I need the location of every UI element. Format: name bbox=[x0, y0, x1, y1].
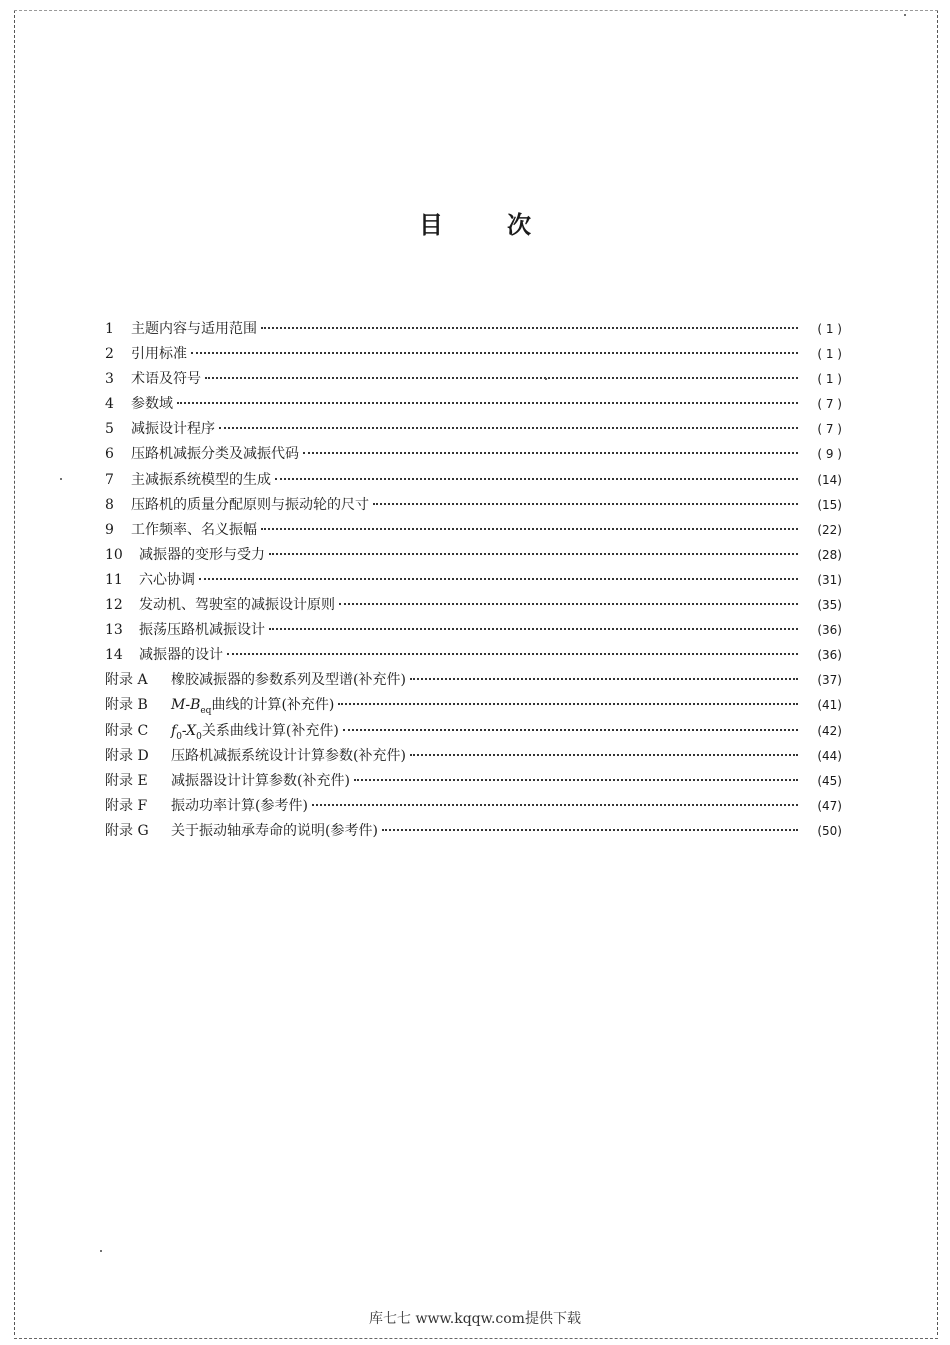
scan-speck bbox=[545, 378, 547, 380]
toc-page: (35) bbox=[817, 598, 842, 613]
dot-leader bbox=[275, 478, 798, 480]
toc-label: 引用标准 bbox=[131, 346, 187, 363]
toc-entry[interactable] bbox=[105, 594, 842, 619]
toc-number: 11 bbox=[105, 571, 123, 588]
toc-label-text: 曲线的计算(补充件) bbox=[211, 697, 335, 714]
toc-label: 压路机减振系统设计计算参数(补充件) bbox=[171, 747, 406, 764]
toc-entry[interactable] bbox=[105, 644, 842, 669]
toc-label bbox=[171, 694, 334, 716]
toc-label: 减振器设计计算参数(补充件) bbox=[171, 772, 350, 789]
toc-label: 工作频率、名义振幅 bbox=[131, 521, 257, 538]
toc-number: 附录 B bbox=[105, 697, 148, 714]
toc-number: 附录 D bbox=[105, 747, 149, 764]
toc-page: (36) bbox=[817, 623, 842, 638]
toc-label: 减振设计程序 bbox=[131, 421, 215, 438]
toc-page: ( 1 ) bbox=[817, 347, 842, 362]
toc-label: 关于振动轴承寿命的说明(参考件) bbox=[171, 822, 378, 839]
toc-entry[interactable] bbox=[105, 770, 842, 795]
dot-leader bbox=[343, 729, 798, 731]
toc-page: (41) bbox=[817, 698, 842, 713]
toc-label: 六心协调 bbox=[139, 571, 195, 588]
dot-leader bbox=[205, 377, 798, 379]
toc-number: 12 bbox=[105, 597, 123, 614]
dot-leader bbox=[261, 528, 798, 530]
toc-entry[interactable] bbox=[105, 820, 842, 845]
dot-leader bbox=[339, 603, 798, 605]
toc-number: 5 bbox=[105, 421, 114, 438]
formula-subscript: 0 bbox=[196, 731, 202, 742]
dot-leader bbox=[227, 653, 798, 655]
formula-f: f bbox=[171, 722, 177, 739]
toc-page: (37) bbox=[817, 673, 842, 688]
toc-label: 减振器的设计 bbox=[139, 647, 223, 664]
toc-page: (50) bbox=[817, 823, 842, 838]
dot-leader bbox=[269, 628, 798, 630]
scan-speck bbox=[100, 1250, 102, 1252]
toc-number: 9 bbox=[105, 521, 114, 538]
toc-entry[interactable] bbox=[105, 494, 842, 519]
toc-number: 3 bbox=[105, 371, 114, 388]
toc-entry[interactable] bbox=[105, 745, 842, 770]
toc-page: (22) bbox=[817, 522, 842, 537]
dot-leader bbox=[303, 452, 798, 454]
toc-number: 附录 C bbox=[105, 722, 149, 739]
toc-page: ( 7 ) bbox=[817, 397, 842, 412]
toc-entry[interactable] bbox=[105, 569, 842, 594]
toc-label-text: 关系曲线计算(补充件) bbox=[201, 722, 339, 739]
title-char-1: 目 bbox=[419, 211, 443, 239]
toc-number: 10 bbox=[105, 546, 123, 563]
dot-leader bbox=[410, 678, 798, 680]
toc-page: ( 1 ) bbox=[817, 372, 842, 387]
toc-entry[interactable] bbox=[105, 443, 842, 468]
toc-entry[interactable] bbox=[105, 469, 842, 494]
dot-leader bbox=[382, 829, 798, 831]
scan-edge-bottom bbox=[14, 1338, 938, 1339]
toc-number: 附录 G bbox=[105, 822, 149, 839]
dot-leader bbox=[177, 402, 798, 404]
toc-number: 4 bbox=[105, 396, 114, 413]
dot-leader bbox=[269, 553, 798, 555]
toc-label bbox=[171, 720, 339, 742]
toc-page: ( 1 ) bbox=[817, 322, 842, 336]
toc-page: (31) bbox=[817, 572, 842, 587]
scan-edge-top bbox=[14, 10, 938, 11]
toc-page: (45) bbox=[817, 773, 842, 788]
toc-label: 术语及符号 bbox=[131, 371, 201, 388]
toc-entry[interactable] bbox=[105, 368, 842, 393]
toc-entry[interactable] bbox=[105, 795, 842, 820]
toc-page: (36) bbox=[817, 648, 842, 663]
toc-label: 压路机的质量分配原则与振动轮的尺寸 bbox=[131, 496, 369, 513]
footer-watermark: 库七七 www.kqqw.com提供下载 bbox=[369, 1311, 581, 1327]
toc-label: 压路机减振分类及减振代码 bbox=[131, 446, 299, 463]
scan-speck bbox=[904, 14, 906, 16]
dot-leader bbox=[410, 754, 798, 756]
toc-number: 7 bbox=[105, 471, 114, 488]
toc-entry[interactable] bbox=[105, 318, 842, 343]
toc-page: (14) bbox=[817, 472, 842, 487]
toc-label: 主减振系统模型的生成 bbox=[131, 471, 271, 488]
dot-leader bbox=[354, 779, 798, 781]
title-char-2: 次 bbox=[507, 211, 531, 239]
toc-entry[interactable] bbox=[105, 418, 842, 443]
toc-entry[interactable] bbox=[105, 720, 842, 745]
formula-subscript: 0 bbox=[176, 731, 182, 742]
toc-page: (28) bbox=[817, 547, 842, 562]
toc-number: 6 bbox=[105, 446, 114, 463]
toc-page: (47) bbox=[817, 798, 842, 813]
dot-leader bbox=[338, 703, 798, 705]
toc-number: 14 bbox=[105, 647, 123, 664]
toc-entry[interactable] bbox=[105, 343, 842, 368]
dot-leader bbox=[191, 352, 798, 354]
toc-label: 主题内容与适用范围 bbox=[131, 321, 257, 337]
toc-page: (15) bbox=[817, 497, 842, 512]
toc-label: 振荡压路机减振设计 bbox=[139, 622, 265, 639]
dot-leader bbox=[219, 427, 798, 429]
toc-label: 发动机、驾驶室的减振设计原则 bbox=[139, 597, 335, 614]
toc-number: 附录 E bbox=[105, 772, 148, 789]
toc-page: (44) bbox=[817, 748, 842, 763]
toc-label: 橡胶减振器的参数系列及型谱(补充件) bbox=[171, 672, 406, 689]
dot-leader bbox=[261, 327, 798, 329]
toc-number: 2 bbox=[105, 346, 114, 363]
toc-entry[interactable] bbox=[105, 393, 842, 418]
formula-x: -X bbox=[181, 722, 197, 739]
formula-m-b: M-B bbox=[171, 697, 201, 714]
toc-number: 13 bbox=[105, 622, 123, 639]
dot-leader bbox=[373, 503, 798, 505]
toc-number: 附录 F bbox=[105, 797, 148, 814]
toc-entry[interactable] bbox=[105, 544, 842, 569]
toc-page: (42) bbox=[817, 723, 842, 738]
toc-number: 1 bbox=[105, 321, 114, 337]
toc-page: ( 9 ) bbox=[817, 447, 842, 462]
dot-leader bbox=[312, 804, 798, 806]
formula-subscript: eq bbox=[200, 706, 212, 717]
toc-entry[interactable] bbox=[105, 669, 842, 694]
toc-number: 附录 A bbox=[105, 672, 148, 689]
toc-label: 参数域 bbox=[131, 396, 173, 413]
table-of-contents bbox=[105, 318, 842, 845]
dot-leader bbox=[199, 578, 798, 580]
toc-number: 8 bbox=[105, 496, 114, 513]
toc-entry[interactable] bbox=[105, 619, 842, 644]
toc-page: ( 7 ) bbox=[817, 422, 842, 437]
toc-label: 减振器的变形与受力 bbox=[139, 546, 265, 563]
toc-entry[interactable] bbox=[105, 694, 842, 719]
page-title bbox=[0, 205, 950, 240]
scan-speck bbox=[60, 478, 62, 480]
toc-label: 振动功率计算(参考件) bbox=[171, 797, 308, 814]
toc-entry[interactable] bbox=[105, 519, 842, 544]
